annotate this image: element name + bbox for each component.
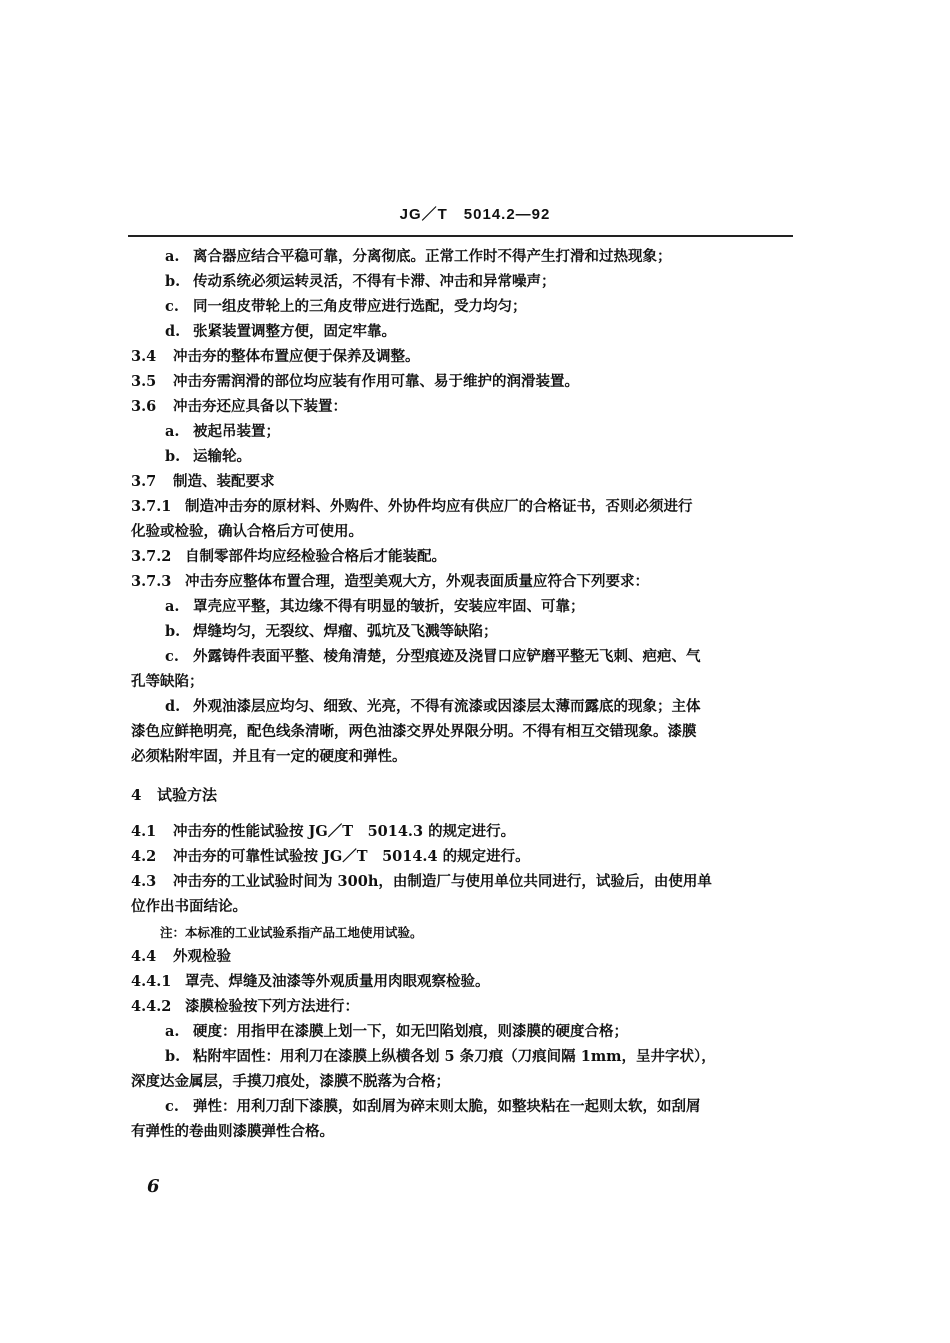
document-header: JG／T 5014.2—92 (399, 206, 551, 223)
clause-4-4-1: 4.4.1 罩壳、焊缝及油漆等外观质量用肉眼观察检验。 (131, 973, 490, 990)
list-item: d. 张紧装置调整方便，固定牢靠。 (165, 323, 396, 340)
clause-4-2: 4.2 冲击夯的可靠性试验按 JG／T 5014.4 的规定进行。 (131, 848, 530, 865)
clause-3-7-1-continued: 化验或检验，确认合格后方可使用。 (131, 523, 363, 540)
section-4-heading: 4 试验方法 (131, 786, 218, 804)
list-item: a. 硬度：用指甲在漆膜上划一下，如无凹陷划痕，则漆膜的硬度合格； (165, 1023, 628, 1040)
clause-3-4: 3.4 冲击夯的整体布置应便于保养及调整。 (131, 348, 420, 365)
list-item-continued: 孔等缺陷； (131, 673, 204, 690)
list-item-continued: 有弹性的卷曲则漆膜弹性合格。 (131, 1123, 334, 1140)
list-item: c. 同一组皮带轮上的三角皮带应进行选配，受力均匀； (165, 298, 527, 315)
list-item: c. 外露铸件表面平整、棱角清楚，分型痕迹及浇冒口应铲磨平整无飞刺、疤疤、气 (165, 648, 701, 665)
list-item: b. 传动系统必须运转灵活，不得有卡滞、冲击和异常噪声； (165, 273, 556, 290)
clause-3-6: 3.6 冲击夯还应具备以下装置： (131, 398, 347, 415)
clause-4-3: 4.3 冲击夯的工业试验时间为 300h，由制造厂与使用单位共同进行，试验后，由使用单 (131, 873, 712, 890)
page-number: 6 (147, 1176, 160, 1197)
clause-3-7: 3.7 制造、装配要求 (131, 473, 275, 490)
list-item: c. 弹性：用利刀刮下漆膜，如刮屑为碎末则太脆，如整块粘在一起则太软，如刮屑 (165, 1098, 701, 1115)
note: 注：本标准的工业试验系指产品工地使用试验。 (160, 925, 423, 940)
clause-3-7-2: 3.7.2 自制零部件均应经检验合格后才能装配。 (131, 548, 446, 565)
list-item: b. 焊缝均匀，无裂纹、焊瘤、弧坑及飞溅等缺陷； (165, 623, 498, 640)
list-item: a. 被起吊装置； (165, 423, 280, 440)
list-item: b. 运输轮。 (165, 448, 251, 465)
clause-4-4: 4.4 外观检验 (131, 948, 231, 965)
clause-3-7-1: 3.7.1 制造冲击夯的原材料、外购件、外协件均应有供应厂的合格证书，否则必须进行 (131, 498, 693, 515)
list-item-continued: 漆色应鲜艳明亮，配色线条清晰，两色油漆交界处界限分明。不得有相互交错现象。漆膜 (131, 723, 697, 740)
clause-4-3-continued: 位作出书面结论。 (131, 898, 247, 915)
list-item: b. 粘附牢固性：用利刀在漆膜上纵横各划 5 条刀痕（刀痕间隔 1mm，呈井字状）， (165, 1048, 716, 1065)
list-item-continued: 必须粘附牢固，并且有一定的硬度和弹性。 (131, 748, 407, 765)
header-rule (128, 235, 793, 237)
clause-3-5: 3.5 冲击夯需润滑的部位均应装有作用可靠、易于维护的润滑装置。 (131, 373, 579, 390)
clause-4-4-2: 4.4.2 漆膜检验按下列方法进行： (131, 998, 359, 1015)
list-item: d. 外观油漆层应均匀、细致、光亮，不得有流漆或因漆层太薄而露底的现象；主体 (165, 698, 701, 715)
list-item: a. 罩壳应平整，其边缘不得有明显的皱折，安装应牢固、可靠； (165, 598, 585, 615)
list-item-continued: 深度达金属层，手摸刀痕处，漆膜不脱落为合格； (131, 1073, 450, 1090)
list-item: a. 离合器应结合平稳可靠，分离彻底。正常工作时不得产生打滑和过热现象； (165, 248, 672, 265)
clause-3-7-3: 3.7.3 冲击夯应整体布置合理，造型美观大方，外观表面质量应符合下列要求： (131, 573, 649, 590)
clause-4-1: 4.1 冲击夯的性能试验按 JG／T 5014.3 的规定进行。 (131, 823, 516, 840)
